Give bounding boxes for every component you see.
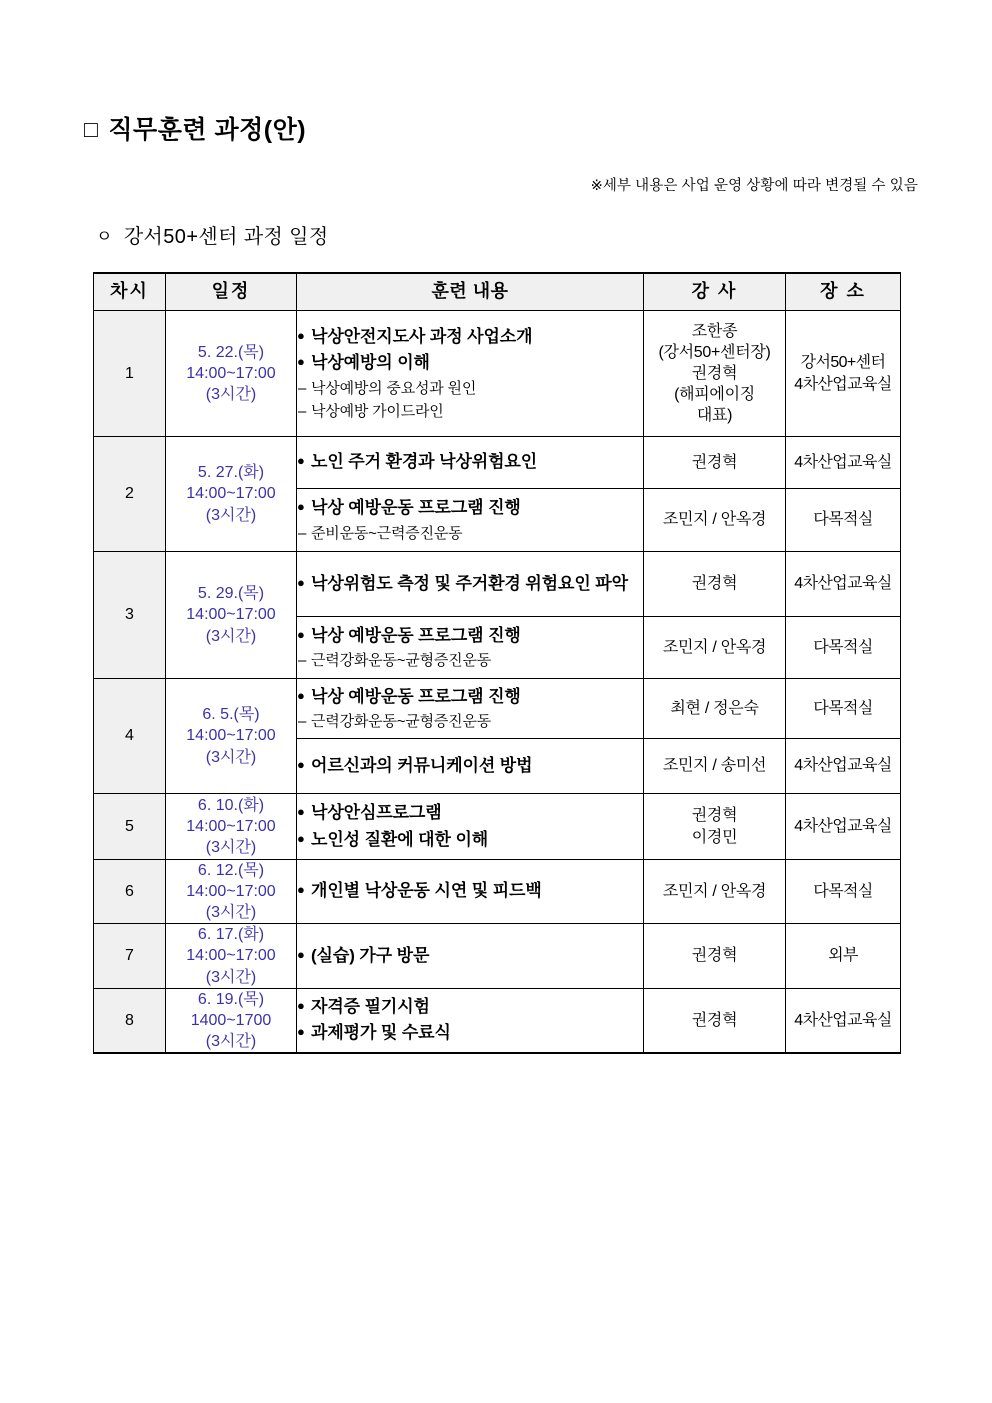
place-cell bbox=[786, 617, 901, 679]
content-item-text: 근력강화운동~균형증진운동 bbox=[311, 713, 492, 731]
content-dash-item bbox=[297, 710, 643, 733]
square-bullet-icon: □ bbox=[84, 116, 99, 142]
training-content-cell bbox=[297, 739, 644, 794]
dash-icon: – bbox=[298, 652, 307, 670]
table-row bbox=[94, 679, 901, 739]
bullet-dot-icon: ● bbox=[297, 687, 305, 703]
place-line: 다목적실 bbox=[813, 883, 873, 901]
content-bullet-item bbox=[297, 324, 643, 350]
column-header-content: 훈련 내용 bbox=[297, 273, 644, 311]
instructor-line: 조민지 / 안옥경 bbox=[662, 511, 767, 529]
date-line: 14:00~17:00 bbox=[186, 727, 276, 745]
place-line: 4차산업교육실 bbox=[794, 1011, 892, 1029]
date-line: 6. 10.(화) bbox=[197, 796, 265, 814]
page-title bbox=[84, 110, 306, 146]
dash-icon: – bbox=[298, 524, 307, 542]
instructor-line: 조한종 bbox=[691, 322, 738, 340]
content-item-text: 낙상 예방운동 프로그램 진행 bbox=[311, 686, 521, 706]
place-line: 4차산업교육실 bbox=[794, 453, 892, 471]
schedule-date-cell bbox=[166, 552, 297, 679]
content-dash-item bbox=[297, 377, 643, 400]
place-cell bbox=[786, 437, 901, 489]
schedule-date-cell bbox=[166, 988, 297, 1053]
table-header-row bbox=[94, 273, 901, 311]
table-row bbox=[94, 860, 901, 924]
content-bullet-item bbox=[297, 684, 643, 710]
section-heading-text: 강서50+센터 과정 일정 bbox=[123, 226, 329, 248]
place-line: 다목적실 bbox=[813, 511, 873, 529]
content-bullet-item bbox=[297, 753, 643, 779]
bullet-dot-icon: ● bbox=[297, 997, 305, 1013]
place-cell bbox=[786, 739, 901, 794]
bullet-dot-icon: ● bbox=[297, 626, 305, 642]
instructor-cell bbox=[644, 794, 786, 860]
schedule-table-container bbox=[93, 272, 900, 1054]
instructor-line: 권경혁 bbox=[691, 453, 738, 471]
content-item-text: 과제평가 및 수료식 bbox=[311, 1023, 451, 1043]
place-line: 다목적실 bbox=[813, 699, 873, 717]
training-schedule-table bbox=[93, 272, 901, 1054]
bullet-dot-icon: ● bbox=[297, 453, 305, 469]
place-line: 다목적실 bbox=[813, 638, 873, 656]
page-title-text: 직무훈련 과정(안) bbox=[108, 116, 307, 144]
content-dash-item bbox=[297, 522, 643, 545]
bullet-dot-icon: ● bbox=[297, 1024, 305, 1040]
instructor-line: 이경민 bbox=[691, 828, 738, 846]
schedule-date-cell bbox=[166, 437, 297, 552]
table-row bbox=[94, 552, 901, 617]
training-content-cell bbox=[297, 552, 644, 617]
date-line: 14:00~17:00 bbox=[186, 364, 276, 382]
instructor-line: 조민지 / 안옥경 bbox=[662, 638, 767, 656]
date-line: 5. 29.(목) bbox=[197, 585, 265, 603]
place-cell bbox=[786, 489, 901, 552]
content-bullet-item bbox=[297, 878, 643, 904]
instructor-cell bbox=[644, 437, 786, 489]
content-item-text: 낙상예방의 중요성과 원인 bbox=[311, 379, 477, 397]
instructor-cell bbox=[644, 311, 786, 437]
instructor-line: (해피에이징 bbox=[674, 386, 755, 404]
place-cell bbox=[786, 860, 901, 924]
date-line: (3시간) bbox=[205, 748, 257, 766]
bullet-dot-icon: ● bbox=[297, 756, 305, 772]
instructor-line: 권경혁 bbox=[691, 575, 738, 593]
date-line: (3시간) bbox=[205, 386, 257, 404]
content-item-text: 낙상예방의 이해 bbox=[311, 353, 430, 373]
content-bullet-item bbox=[297, 623, 643, 649]
bullet-dot-icon: ● bbox=[297, 354, 305, 370]
dash-icon: – bbox=[298, 379, 307, 397]
content-bullet-item bbox=[297, 994, 643, 1020]
place-line: 4차산업교육실 bbox=[794, 757, 892, 775]
training-content-cell bbox=[297, 437, 644, 489]
date-line: (3시간) bbox=[205, 968, 257, 986]
column-header-place: 장 소 bbox=[786, 273, 901, 311]
date-line: (3시간) bbox=[205, 506, 257, 524]
instructor-line: 조민지 / 송미선 bbox=[662, 757, 767, 775]
content-item-text: 개인별 낙상운동 시연 및 피드백 bbox=[311, 881, 542, 901]
instructor-line: 대표) bbox=[696, 407, 733, 425]
instructor-cell bbox=[644, 552, 786, 617]
content-item-text: 자격증 필기시험 bbox=[311, 996, 430, 1016]
date-line: 6. 12.(목) bbox=[197, 862, 265, 879]
date-line: 6. 17.(화) bbox=[197, 926, 265, 944]
bullet-dot-icon: ● bbox=[297, 804, 305, 820]
date-line: (3시간) bbox=[205, 1032, 257, 1050]
content-item-text: 낙상위험도 측정 및 주거환경 위험요인 파악 bbox=[311, 573, 628, 593]
instructor-line: 최현 / 정은숙 bbox=[670, 699, 759, 717]
date-line: 14:00~17:00 bbox=[186, 947, 276, 965]
training-content-cell bbox=[297, 924, 644, 988]
schedule-date-cell bbox=[166, 794, 297, 860]
date-line: (3시간) bbox=[205, 627, 257, 645]
schedule-date-cell bbox=[166, 924, 297, 988]
content-bullet-item bbox=[297, 827, 643, 853]
instructor-cell bbox=[644, 617, 786, 679]
session-number-cell: 2 bbox=[94, 437, 166, 552]
place-line: 4차산업교육실 bbox=[794, 817, 892, 835]
date-line: 1400~1700 bbox=[190, 1011, 272, 1029]
place-line: 4차산업교육실 bbox=[794, 375, 892, 393]
instructor-cell bbox=[644, 679, 786, 739]
session-number-cell: 4 bbox=[94, 679, 166, 794]
place-line: 외부 bbox=[828, 947, 858, 965]
session-number-cell: 7 bbox=[94, 924, 166, 988]
bullet-dot-icon: ● bbox=[297, 574, 305, 590]
bullet-dot-icon: ● bbox=[297, 830, 305, 846]
column-header-instructor: 강 사 bbox=[644, 273, 786, 311]
disclaimer-note: ※세부 내용은 사업 운영 상황에 따라 변경될 수 있음 bbox=[590, 178, 918, 194]
date-line: (3시간) bbox=[205, 839, 257, 857]
circle-bullet-icon: ㅇ bbox=[96, 227, 113, 246]
content-item-text: 낙상안전지도사 과정 사업소개 bbox=[311, 326, 533, 346]
training-content-cell bbox=[297, 988, 644, 1053]
training-content-cell bbox=[297, 679, 644, 739]
bullet-dot-icon: ● bbox=[297, 499, 305, 515]
training-content-cell bbox=[297, 794, 644, 860]
instructor-cell bbox=[644, 988, 786, 1053]
table-row bbox=[94, 794, 901, 860]
table-body bbox=[94, 311, 901, 1053]
column-header-date: 일정 bbox=[166, 273, 297, 311]
content-bullet-item bbox=[297, 449, 643, 475]
date-line: 6. 5.(목) bbox=[202, 706, 260, 724]
content-item-text: 노인 주거 환경과 낙상위험요인 bbox=[311, 452, 538, 472]
content-item-text: 어르신과의 커뮤니케이션 방법 bbox=[311, 755, 533, 775]
content-item-text: 노인성 질환에 대한 이해 bbox=[311, 829, 489, 849]
dash-icon: – bbox=[298, 713, 307, 731]
table-row bbox=[94, 988, 901, 1053]
training-content-cell bbox=[297, 311, 644, 437]
date-line: 14:00~17:00 bbox=[186, 883, 276, 901]
instructor-line: 권경혁 bbox=[691, 947, 738, 965]
table-row bbox=[94, 437, 901, 489]
dash-icon: – bbox=[298, 402, 307, 420]
place-cell bbox=[786, 794, 901, 860]
content-bullet-item bbox=[297, 800, 643, 826]
date-line: 14:00~17:00 bbox=[186, 485, 276, 503]
table-row bbox=[94, 924, 901, 988]
schedule-date-cell bbox=[166, 679, 297, 794]
content-bullet-item bbox=[297, 350, 643, 376]
instructor-line: 권경혁 bbox=[691, 807, 738, 825]
training-content-cell bbox=[297, 489, 644, 552]
content-bullet-item bbox=[297, 1020, 643, 1046]
content-dash-item bbox=[297, 649, 643, 672]
content-item-text: 낙상 예방운동 프로그램 진행 bbox=[311, 498, 521, 518]
place-cell bbox=[786, 679, 901, 739]
date-line: 14:00~17:00 bbox=[186, 817, 276, 835]
content-bullet-item bbox=[297, 943, 643, 969]
place-line: 4차산업교육실 bbox=[794, 575, 892, 593]
instructor-cell bbox=[644, 489, 786, 552]
place-cell bbox=[786, 552, 901, 617]
content-dash-item bbox=[297, 400, 643, 423]
session-number-cell: 6 bbox=[94, 860, 166, 924]
date-line: 14:00~17:00 bbox=[186, 606, 276, 624]
bullet-dot-icon: ● bbox=[297, 946, 305, 962]
date-line: (3시간) bbox=[205, 904, 257, 922]
session-number-cell: 8 bbox=[94, 988, 166, 1053]
session-number-cell: 5 bbox=[94, 794, 166, 860]
instructor-line: 권경혁 bbox=[691, 1011, 738, 1029]
section-heading bbox=[96, 220, 329, 249]
training-content-cell bbox=[297, 860, 644, 924]
bullet-dot-icon: ● bbox=[297, 882, 305, 898]
place-line: 강서50+센터 bbox=[800, 354, 886, 372]
instructor-cell bbox=[644, 739, 786, 794]
schedule-date-cell bbox=[166, 311, 297, 437]
place-cell bbox=[786, 988, 901, 1053]
schedule-date-cell bbox=[166, 860, 297, 924]
instructor-line: (강서50+센터장) bbox=[658, 343, 771, 361]
place-cell bbox=[786, 311, 901, 437]
training-content-cell bbox=[297, 617, 644, 679]
instructor-cell bbox=[644, 924, 786, 988]
instructor-cell bbox=[644, 860, 786, 924]
content-item-text: 근력강화운동~균형증진운동 bbox=[311, 652, 492, 670]
content-item-text: 낙상안심프로그램 bbox=[311, 803, 442, 823]
column-header-session: 차시 bbox=[94, 273, 166, 311]
instructor-line: 조민지 / 안옥경 bbox=[662, 883, 767, 901]
session-number-cell: 1 bbox=[94, 311, 166, 437]
content-bullet-item bbox=[297, 495, 643, 521]
place-cell bbox=[786, 924, 901, 988]
content-item-text: (실습) 가구 방문 bbox=[311, 945, 430, 965]
date-line: 5. 27.(화) bbox=[197, 464, 265, 482]
content-item-text: 낙상 예방운동 프로그램 진행 bbox=[311, 625, 521, 645]
table-header bbox=[94, 273, 901, 311]
date-line: 6. 19.(목) bbox=[197, 990, 265, 1008]
content-item-text: 낙상예방 가이드라인 bbox=[311, 402, 444, 420]
content-item-text: 준비운동~근력증진운동 bbox=[311, 524, 463, 542]
date-line: 5. 22.(목) bbox=[197, 343, 265, 361]
bullet-dot-icon: ● bbox=[297, 327, 305, 343]
table-row bbox=[94, 311, 901, 437]
instructor-line: 권경혁 bbox=[691, 364, 738, 382]
session-number-cell: 3 bbox=[94, 552, 166, 679]
content-bullet-item bbox=[297, 571, 643, 597]
